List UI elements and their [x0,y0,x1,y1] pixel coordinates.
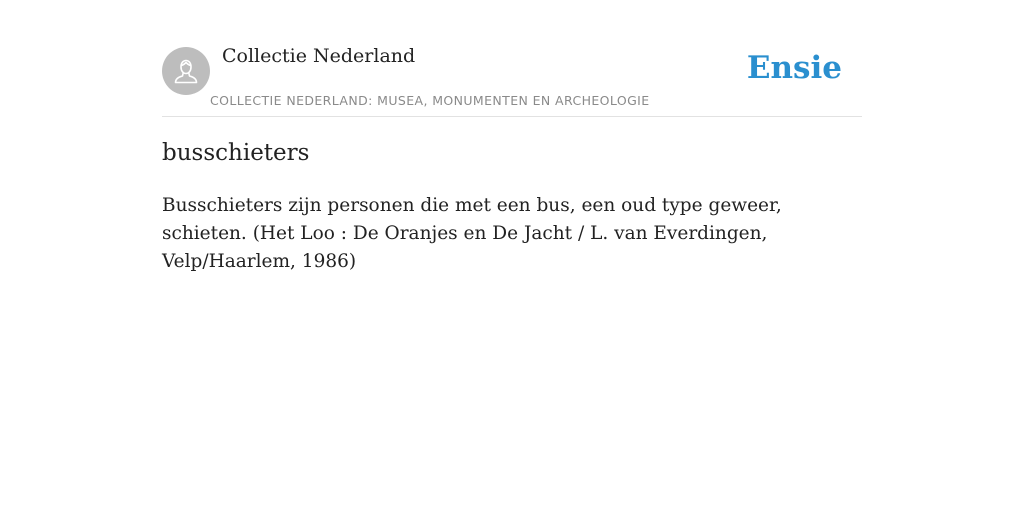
author-avatar[interactable] [162,47,210,95]
author-name[interactable]: Collectie Nederland [222,45,416,67]
entry-definition: Busschieters zijn personen die met een bus, een oud type geweer, schieten. (Het Loo : De Oranjes en De Jacht / L. van Everdingen, Velp/Haarlem, 1986) [162,195,782,272]
author-subtitle: COLLECTIE NEDERLAND: MUSEA, MONUMENTEN EN ARCHEOLOGIE [210,93,650,108]
page-container [162,0,862,272]
ensie-logo[interactable]: Ensie [746,50,842,86]
entry-header [162,0,862,117]
user-avatar-icon [171,56,201,86]
entry-term: busschieters [162,140,310,166]
